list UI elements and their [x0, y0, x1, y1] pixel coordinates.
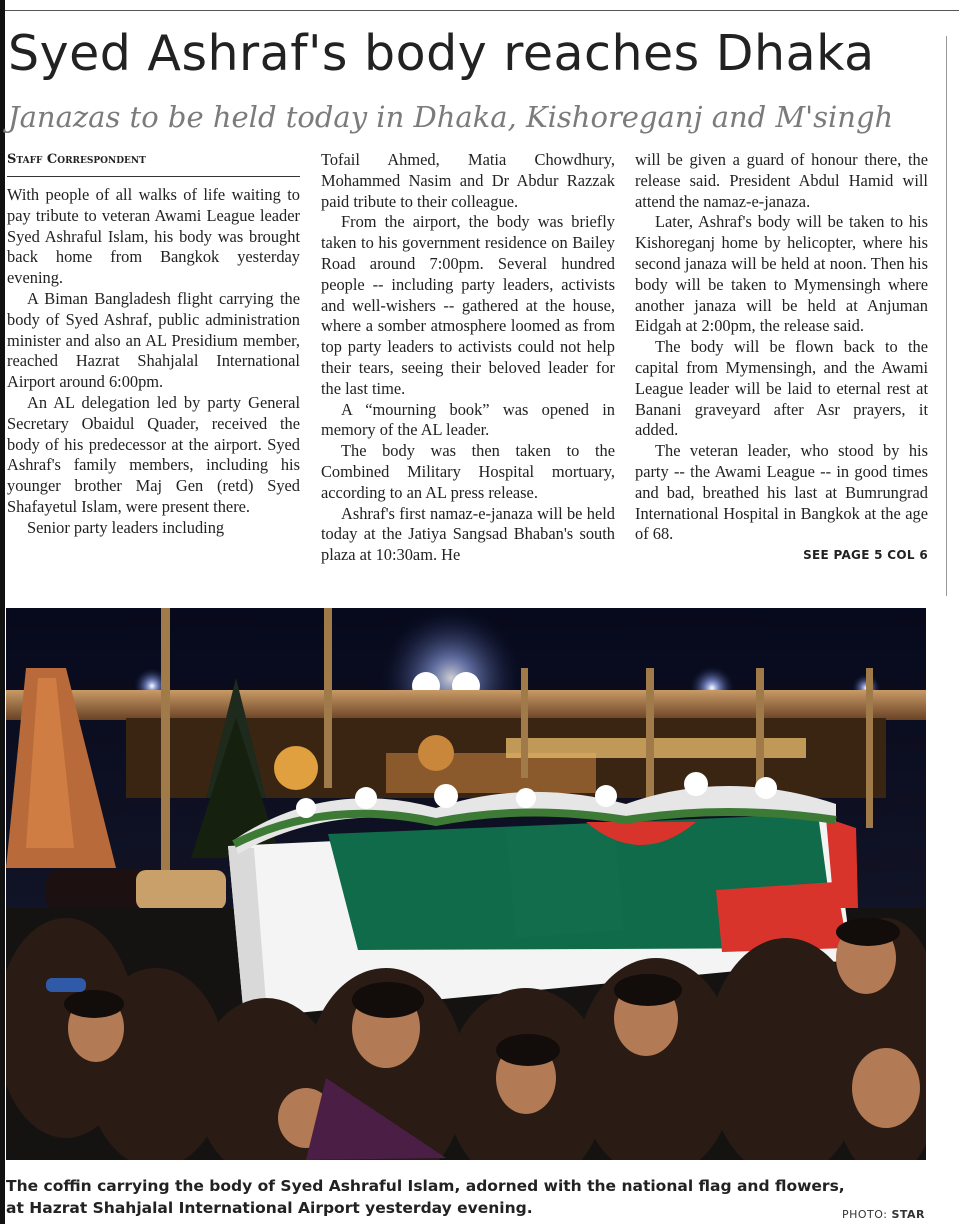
- paragraph: will be given a guard of honour there, the release said. President Abdul Hamid will attend the namaz-e-janaza.: [635, 150, 928, 211]
- paragraph: From the airport, the body was briefly taken to his government residence on Bailey Road around 7:00pm. Several hundred people -- including party leaders, activists and well-wishers -- gathered at the house, where a somber atmosphere loomed as from top party leaders to activists could not help their tears, seeing their beloved leader for the last time.: [321, 212, 615, 398]
- subheadline: Janazas to be held today in Dhaka, Kishoreganj and M'singh: [8, 100, 894, 134]
- paragraph: A “mourning book” was opened in memory of the AL leader.: [321, 399, 615, 440]
- photo-credit-label: PHOTO:: [841, 1208, 888, 1221]
- continued-jump-line: SEE PAGE 5 COL 6: [803, 548, 928, 563]
- paragraph: A Biman Bangladesh flight carrying the body of Syed Ashraf, public administration minister and also an AL Presidium member, reached Hazrat Shahjalal International Airport around 6:00pm.: [7, 288, 300, 392]
- photo-credit: [842, 1208, 925, 1221]
- byline-rule: [7, 176, 300, 177]
- paragraph: Tofail Ahmed, Matia Chowdhury, Mohammed Nasim and Dr Abdur Razzak paid tribute to their colleague.: [321, 150, 615, 211]
- paragraph: With people of all walks of life waiting to pay tribute to veteran Awami League leader Syed Ashraful Islam, his body was brought back home from Bangkok yesterday evening.: [7, 185, 300, 288]
- article-column-1: [7, 185, 300, 539]
- photo-caption: The coffin carrying the body of Syed Ashraful Islam, adorned with the national flag and flowers, at Hazrat Shahjalal International Airport yesterday evening.: [6, 1177, 845, 1217]
- paragraph: Ashraf's first namaz-e-janaza will be held today at the Jatiya Sangsad Bhaban's south plaza at 10:30am. He: [321, 503, 615, 565]
- coffin-procession-illustration: [6, 608, 926, 1160]
- top-rule: [5, 10, 959, 11]
- article-column-2: [321, 150, 615, 566]
- article-column-3: [635, 150, 928, 566]
- byline: Staff Correspondent: [7, 152, 146, 167]
- paragraph: An AL delegation led by party General Secretary Obaidul Quader, received the body of his predecessor at the airport. Syed Ashraf's family members, including his younger brother Maj Gen (retd) Syed Shafayetul Islam, were present there.: [7, 392, 300, 516]
- paragraph: The veteran leader, who stood by his party -- the Awami League -- in good times and bad, breathed his last at Bumrungrad International Hospital in Bangkok at the age of 68.: [635, 441, 928, 544]
- left-border: [0, 0, 5, 1224]
- right-rule: [946, 36, 947, 596]
- paragraph: The body was then taken to the Combined Military Hospital mortuary, according to an AL press release.: [321, 441, 615, 502]
- paragraph: Later, Ashraf's body will be taken to his Kishoreganj home by helicopter, where his second janaza will be held at noon. Then his body will be taken to Mymensingh where another janaza will be held at Anjuman Eidgah at 2:00pm, the release said.: [635, 212, 928, 336]
- photo-credit-source: STAR: [891, 1208, 925, 1221]
- paragraph: The body will be flown back to the capital from Mymensingh, and the Awami League leader will be laid to eternal rest at Banani graveyard after Asr prayers, it added.: [635, 337, 928, 440]
- news-photo: [6, 608, 926, 1160]
- headline: Syed Ashraf's body reaches Dhaka: [8, 25, 875, 82]
- paragraph: Senior party leaders including: [27, 517, 225, 537]
